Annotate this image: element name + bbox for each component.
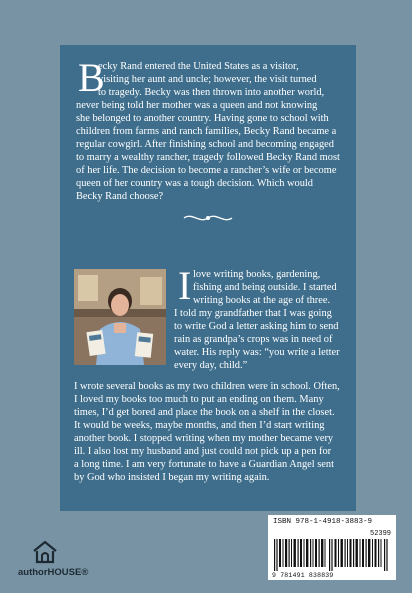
bio-line: to write God a letter asking him to send <box>174 321 339 332</box>
bio-drop-cap: I <box>178 263 192 308</box>
synopsis-line: regular cowgirl. After finishing school and becoming engaged <box>76 139 334 150</box>
bio-paragraph-line: a long time. I am very fortunate to have a Guardian Angel sent <box>74 459 334 470</box>
barcode-number: 9 781491 838839 <box>272 572 334 579</box>
bio-line: every day, child.” <box>174 360 248 371</box>
ornament-divider <box>180 211 236 225</box>
bio-paragraph-line: another book. I stopped writing when my mother became very <box>74 433 334 444</box>
synopsis-line: to marry a wealthy rancher, tragedy followed Becky Rand most <box>76 152 340 163</box>
bio-paragraph-line: by God who insisted I began my writing again. <box>74 472 270 483</box>
bio-line: I told my grandfather that I was going <box>174 308 332 319</box>
bio-paragraph-line: times, I’d get bored and place the book on a shelf in the closet. <box>74 407 335 418</box>
bio-paragraph-line: I wrote several books as my two children were in school. Often, <box>74 381 340 392</box>
synopsis-line: children from farms and ranch families, Becky Rand became a <box>76 126 337 137</box>
synopsis-drop-cap: B <box>78 55 105 100</box>
synopsis-line: Becky Rand choose? <box>76 191 164 202</box>
bio-line: fishing and being outside. I started <box>193 282 337 293</box>
bio-paragraph-line: It would be weeks, maybe months, and then I’d start writing <box>74 420 325 431</box>
bio-line: water. His reply was: “you write a letter <box>174 347 340 358</box>
bio-paragraph-line: ill. I also lost my husband and just could not pick up a pen for <box>74 446 332 457</box>
bio-line: love writing books, gardening, <box>193 269 321 280</box>
bio-paragraph-line: I loved my books too much to put an ending on them. Many <box>74 394 324 405</box>
barcode <box>268 515 396 580</box>
synopsis-line: of her life. The decision to become a rancher’s wife or become <box>76 165 337 176</box>
publisher-name: authorHOUSE® <box>18 567 89 578</box>
author-photo <box>74 269 166 365</box>
bio-line: rain as grandpa’s crops was in need of <box>174 334 333 345</box>
synopsis-line: she belonged to another country. Having gone to school with <box>76 113 329 124</box>
synopsis-line: queen of her country was a tough decision. Which would <box>76 178 314 189</box>
isbn-text: ISBN 978-1-4918-3883-9 <box>273 518 373 526</box>
bio-line: writing books at the age of three. <box>193 295 331 306</box>
synopsis-line: to tragedy. Becky was then thrown into another world, <box>98 87 325 98</box>
price-code: 52399 <box>370 530 392 538</box>
barcode-bars <box>274 539 390 571</box>
synopsis-line: visiting her aunt and uncle; however, the visit turned <box>98 74 317 85</box>
synopsis-line: never being told her mother was a queen and not knowing <box>76 100 318 111</box>
synopsis-line: ecky Rand entered the United States as a visitor, <box>98 61 299 72</box>
authorhouse-logo-icon <box>32 540 58 564</box>
